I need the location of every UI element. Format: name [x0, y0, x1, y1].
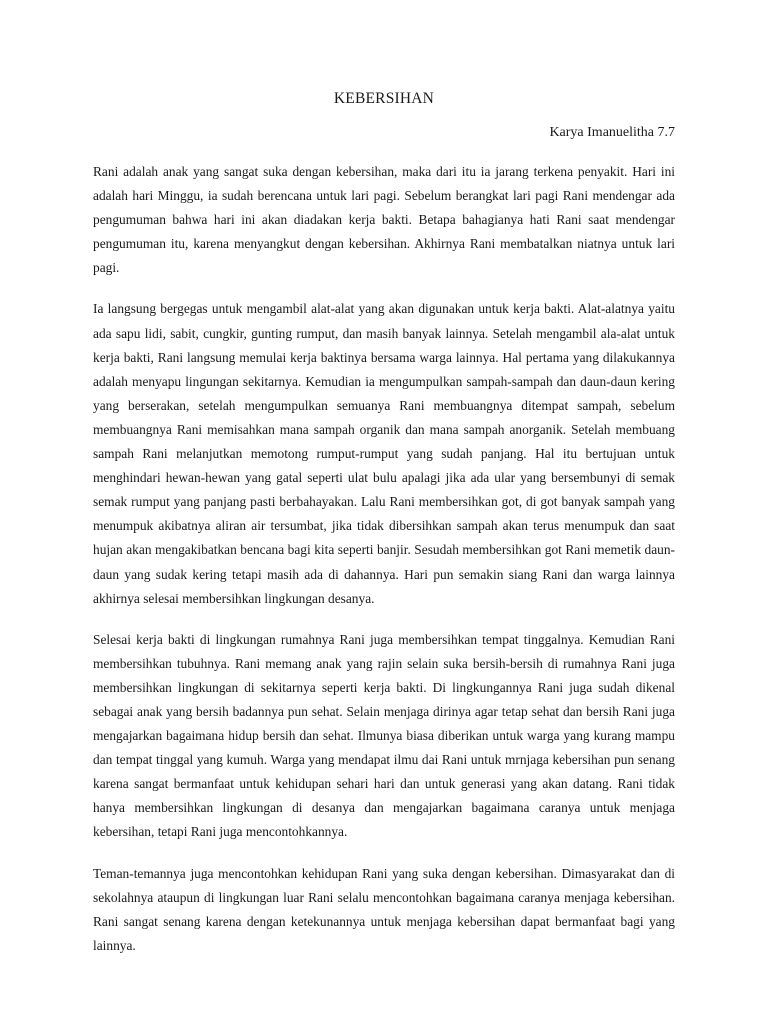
- paragraph-2: Ia langsung bergegas untuk mengambil alat-alat yang akan digunakan untuk kerja bakti. Alat-alatnya yaitu ada sapu lidi, sabit, cungkir, gunting rumput, dan masih banyak lainnya. Setelah mengambil ala-alat untuk kerja bakti, Rani langsung memulai kerja baktinya bersama warga lainnya. Hal pertama yang dilakukannya adalah menyapu lingungan sekitarnya. Kemudian ia mengumpulkan sampah-sampah dan daun-daun kering yang berserakan, setelah mengumpulkan semuanya Rani membuangnya ditempat sampah, sebelum membuangnya Rani memisahkan mana sampah organik dan mana sampah anorganik. Setelah membuang sampah Rani melanjutkan memotong rumput-rumput yang sudah panjang. Hal itu bertujuan untuk menghindari hewan-hewan yang gatal seperti ulat bulu apalagi jika ada ular yang bersembunyi di semak semak rumput yang panjang pasti berbahayakan. Lalu Rani membersihkan got, di got banyak sampah yang menumpuk akibatnya aliran air tersumbat, jika tidak dibersihkan sampah akan terus menumpuk dan saat hujan akan mengakibatkan bencana bagi kita seperti banjir. Sesudah membersihkan got Rani memetik daun-daun yang sudak kering tetapi masih ada di dahannya. Hari pun semakin siang Rani dan warga lainnya akhirnya selesai membersihkan lingkungan desanya.: [93, 301, 675, 606]
- document-author: Karya Imanuelitha 7.7: [549, 125, 675, 140]
- paragraph-3: Selesai kerja bakti di lingkungan rumahnya Rani juga membersihkan tempat tinggalnya. Kemudian Rani membersihkan tubuhnya. Rani memang anak yang rajin selain suka bersih-bersih di rumahnya Rani juga membersihkan lingkungan di sekitarnya seperti kerja bakti. Di lingkungannya Rani juga sudah dikenal sebagai anak yang bersih badannya pun sehat. Selain menjaga dirinya agar tetap sehat dan bersih Rani juga mengajarkan bagaimana hidup bersih dan sehat. Ilmunya biasa diberikan untuk warga yang kurang mampu dan tempat tinggal yang kumuh. Warga yang mendapat ilmu dai Rani untuk mrnjaga kebersihan pun senang karena sangat bermanfaat untuk kehidupan sehari hari dan untuk generasi yang akan datang. Rani tidak hanya membersihkan lingkungan di desanya dan mengajarkan bagaimana caranya untuk menjaga kebersihan, tetapi Rani juga mencontohkannya.: [93, 631, 675, 840]
- paragraph-4: Teman-temannya juga mencontohkan kehidupan Rani yang suka dengan kebersihan. Dimasyarakat dan di sekolahnya ataupun di lingkungan luar Rani selalu mencontohkan bagaimana caranya menjaga kebersihan. Rani sangat senang karena dengan ketekunannya untuk menjaga kebersihan dapat bermanfaat bagi yang lainnya.: [93, 865, 675, 953]
- document-body: [93, 160, 675, 975]
- document-title: KEBERSIHAN: [333, 90, 435, 107]
- paragraph-1: Rani adalah anak yang sangat suka dengan kebersihan, maka dari itu ia jarang terkena penyakit. Hari ini adalah hari Minggu, ia sudah berencana untuk lari pagi. Sebelum berangkat lari pagi Rani mendengar ada pengumuman bahwa hari ini akan diadakan kerja bakti. Betapa bahagianya hati Rani saat mendengar pengumuman itu, karena menyangkut dengan kebersihan. Akhirnya Rani membatalkan niatnya untuk lari pagi.: [93, 164, 675, 276]
